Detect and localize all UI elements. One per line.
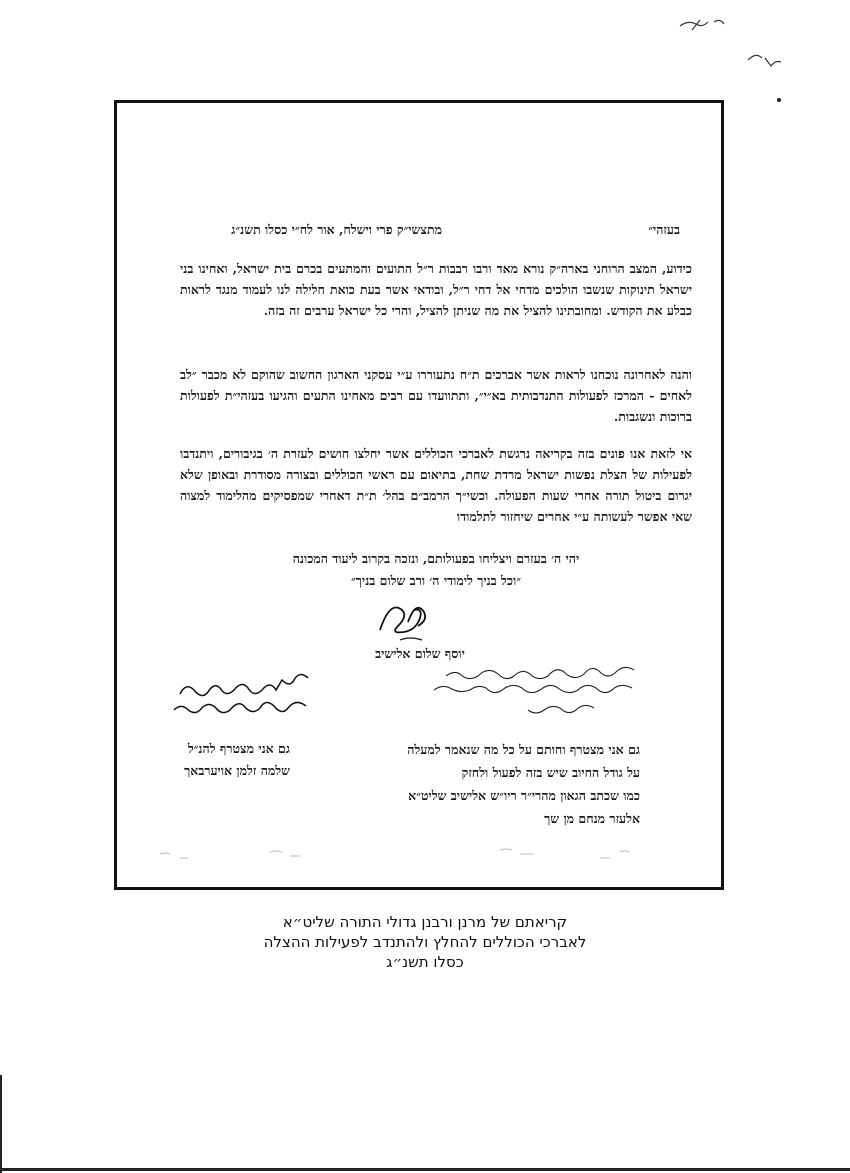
endorsement-line: כמו שכתב הגאון מהרי״ר ריו״ש אלישיב שליט״א [408,788,640,803]
scan-speck [777,98,781,102]
handwritten-endorsement [138,664,313,734]
scan-edge-line [0,1075,2,1173]
endorsement-left [140,738,290,782]
endorser-name: שלמה זלמן אויערבאך [184,763,290,778]
document-caption [250,912,600,972]
blessing-line: יהי ה׳ בעזרם ויצליחו בפעולותם, ונזכה בקרוב ליעוד המכונה [292,551,580,566]
letter-paragraph: כידוע, המצב הרוחני בארה״ק נורא מאד ורבו רבבות ר״ל התועים והמתעים בכרם בית ישראל, ואחינו בני ישראל תינוקות שנשבו הולכים מדחי אל דחי ר״ל, ובודאי אשר בעת כואת חלילה לנו לעמוד מנגד לראות כבלע את הקודש. ומחובתינו להציל את מה שניתן להציל, והרי כל ישראל ערבים זה בזה. [180,261,692,318]
caption-line: לאברכי הכוללים להחלץ ולהתנדב לפעילות ההצלה [263,933,587,951]
handwritten-endorsement [364,658,639,728]
endorsement-line: על גודל החיוב שיש בזה לפעול ולחזק [461,765,640,780]
endorsement-right [400,738,640,830]
letter-header-right: בעזהי״ [648,222,680,237]
letter-paragraph: אי לזאת אנו פונים בזה בקריאה נרגשת לאברכי הכוללים אשר יחלצו חושים לעזרת ה׳ בגיבורים, ויתנדבו לפעילות של הצלת נפשות ישראל מרדת שחת, בתיאום עם ראשי הכוללים ובצורה מסודרת ובאופן שלא יגרום ביטול תורה אחרי שעות הפעולה. וכשי״ך הרמב״ם בהל׳ ת״ת דאחרי שמפסיקים מהלימוד למצוה שאי אפשר לעשותה ע״י אחרים שיחזור לתלמודו [180,446,692,524]
corner-handwritten-note [670,8,790,88]
endorsement-line: גם אני מצטרף וחותם על כל מה שנאמר למעלה [407,742,640,757]
caption-line: קריאתם של מרנן ורבנן גדולי התורה שליט״א [282,913,568,931]
letter-date: מתצשי״ק פרי וישלח, אור לח״י כסלו תשנ״ג [231,222,442,237]
blessing [180,548,692,592]
blessing-line: ״וכל בניך לימודי ה׳ ורב שלום בניך״ [351,573,521,588]
letter-paragraph: והנה לאחרונה נוכחנו לראות אשר אברכים ת״ח נתעוררו ע״י עסקני הארגון החשוב שהוקם לא מכבר ״לב לאחים - המרכז לפעולות התנדבותית בא״י״, ותתוועדו עם רבים מאחינו התעים והגיעו בעזהי״ת לפעולות ברוכות ונשגבות. [180,367,692,424]
endorsement-line: גם אני מצטרף להנ״ל [187,741,290,756]
caption-line: כסלו תשנ״ג [386,953,464,971]
scan-bottom-edge [0,1168,850,1171]
signer-name: יוסף שלום אלישיב [375,646,465,661]
endorser-name: אלעזר מנחם מן שך [544,811,640,826]
handwritten-signature [370,592,440,647]
scan-artifacts [140,840,700,880]
